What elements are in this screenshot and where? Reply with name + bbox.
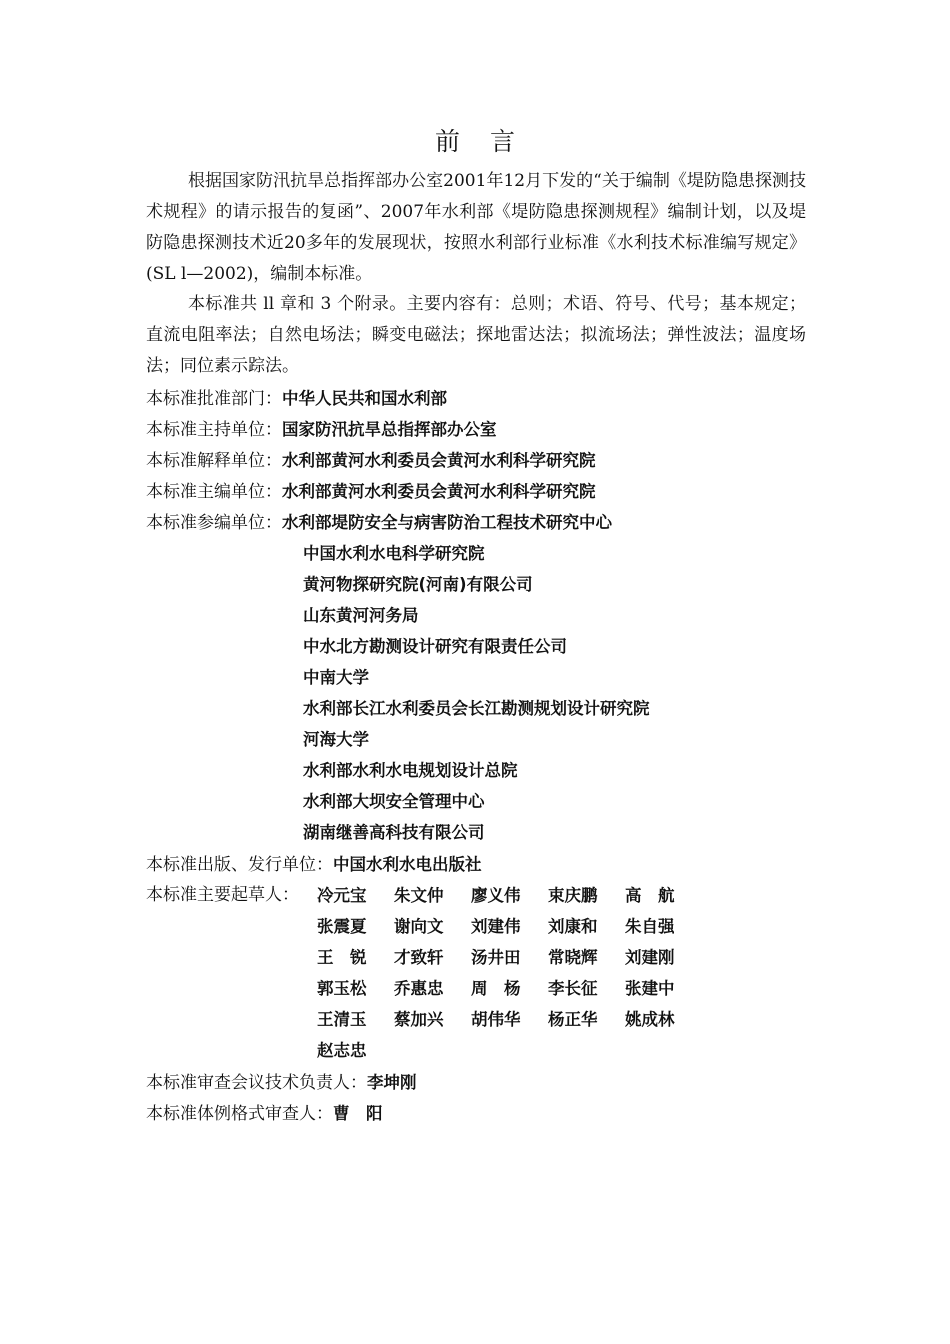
- review-value: 李坤刚: [367, 1073, 417, 1092]
- drafters-line: [317, 1035, 394, 1066]
- drafter-name: 廖义伟: [471, 886, 521, 905]
- participant-item: 水利部长江水利委员会长江勘测规划设计研究院: [303, 699, 650, 718]
- format-value: 曹 阳: [333, 1104, 383, 1123]
- drafter-name: 高 航: [625, 886, 675, 905]
- approval-row: [146, 383, 447, 415]
- drafters-line: [317, 911, 702, 942]
- interpret-row: [146, 445, 596, 477]
- drafter-name: 郭玉松: [317, 979, 367, 998]
- participant-item: 水利部水利水电规划设计总院: [303, 761, 518, 780]
- host-label: 本标准主持单位：: [146, 420, 282, 440]
- interpret-label: 本标准解释单位：: [146, 451, 282, 471]
- drafter-name: 冷元宝: [317, 886, 367, 905]
- drafter-name: 杨正华: [548, 1010, 598, 1029]
- drafter-name: 蔡加兴: [394, 1010, 444, 1029]
- drafters-line: [317, 880, 702, 911]
- publisher-row: [146, 849, 482, 881]
- drafter-name: 束庆鹏: [548, 886, 598, 905]
- drafters-line: [317, 973, 702, 1004]
- participant-item: 黄河物探研究院(河南)有限公司: [303, 575, 533, 594]
- drafters-row: [146, 880, 299, 911]
- drafter-name: 谢向文: [394, 917, 444, 936]
- chief-label: 本标准主编单位：: [146, 482, 282, 502]
- participant-item: 中南大学: [303, 668, 369, 687]
- paragraph-contents: 本标准共 ll 章和 3 个附录。主要内容有：总则；术语、符号、代号；基本规定；直流电阻率法；自然电场法；瞬变电磁法；探地雷达法；拟流场法；弹性波法；温度场法；同位素示踪法。: [146, 294, 806, 376]
- participants-row: [146, 507, 612, 539]
- participant-item: 山东黄河河务局: [303, 606, 419, 625]
- drafters-label: 本标准主要起草人：: [146, 885, 299, 905]
- review-label: 本标准审查会议技术负责人：: [146, 1073, 367, 1093]
- drafter-name: 王 锐: [317, 948, 367, 967]
- drafter-name: 汤井田: [471, 948, 521, 967]
- drafter-name: 刘康和: [548, 917, 598, 936]
- drafter-name: 张建中: [625, 979, 675, 998]
- drafter-name: 张震夏: [317, 917, 367, 936]
- approval-value: 中华人民共和国水利部: [282, 389, 447, 408]
- drafter-name: 刘建伟: [471, 917, 521, 936]
- drafters-line: [317, 942, 702, 973]
- participant-item: 中国水利水电科学研究院: [303, 544, 485, 563]
- drafter-name: 周 杨: [471, 979, 521, 998]
- drafter-name: 姚成林: [625, 1010, 675, 1029]
- drafters-line: [317, 1004, 702, 1035]
- page-title: 前言: [434, 127, 545, 156]
- publisher-value: 中国水利水电出版社: [333, 855, 482, 874]
- participant-item: 水利部大坝安全管理中心: [303, 792, 485, 811]
- chief-value: 水利部黄河水利委员会黄河水利科学研究院: [282, 482, 596, 501]
- paragraph-background: 根据国家防汛抗旱总指挥部办公室2001年12月下发的“关于编制《堤防隐患探测技术规程》的请示报告的复函”、2007年水利部《堤防隐患探测规程》编制计划，以及堤防隐患探测技术近20多年的发展现状，按照水利部行业标准《水利技术标准编写规定》(SL l—2002)，编制本标准。: [146, 171, 806, 284]
- drafter-name: 才致轩: [394, 948, 444, 967]
- approval-label: 本标准批准部门：: [146, 389, 282, 409]
- participant-item: 河海大学: [303, 730, 369, 749]
- review-row: [146, 1067, 417, 1099]
- participant-item: 水利部堤防安全与病害防治工程技术研究中心: [282, 513, 612, 532]
- drafter-name: 王清玉: [317, 1010, 367, 1029]
- host-row: [146, 414, 497, 446]
- chief-row: [146, 476, 596, 508]
- participant-item: 湖南继善高科技有限公司: [303, 823, 485, 842]
- drafter-name: 李长征: [548, 979, 598, 998]
- drafter-name: 乔惠忠: [394, 979, 444, 998]
- drafter-name: 胡伟华: [471, 1010, 521, 1029]
- participants-label: 本标准参编单位：: [146, 513, 282, 533]
- drafter-name: 常晓辉: [548, 948, 598, 967]
- participant-item: 中水北方勘测设计研究有限责任公司: [303, 637, 567, 656]
- publisher-label: 本标准出版、发行单位：: [146, 855, 333, 875]
- format-row: [146, 1098, 383, 1130]
- drafter-name: 赵志忠: [317, 1041, 367, 1060]
- drafter-name: 朱文仲: [394, 886, 444, 905]
- drafter-name: 朱自强: [625, 917, 675, 936]
- format-label: 本标准体例格式审查人：: [146, 1104, 333, 1124]
- drafter-name: 刘建刚: [625, 948, 675, 967]
- host-value: 国家防汛抗旱总指挥部办公室: [282, 420, 497, 439]
- interpret-value: 水利部黄河水利委员会黄河水利科学研究院: [282, 451, 596, 470]
